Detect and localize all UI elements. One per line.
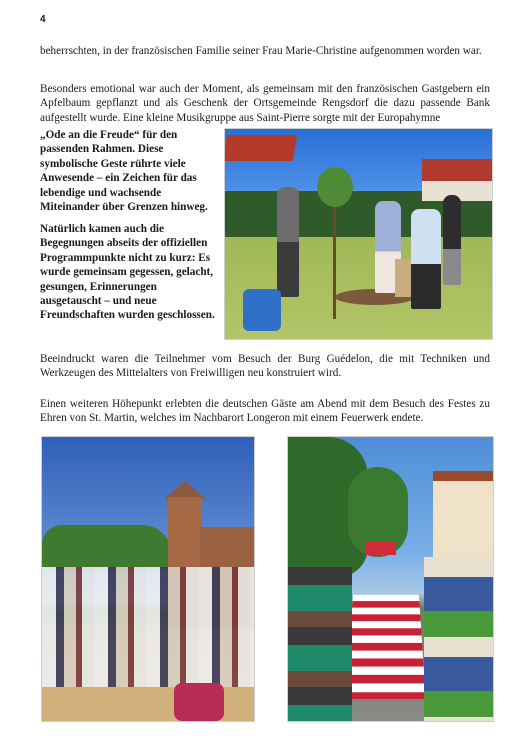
photo-tree-planting xyxy=(224,128,493,340)
photo-long-table xyxy=(287,436,494,722)
paragraph-symbolic-gesture: „Ode an die Freude“ für den passenden Rahmen. Diese symbolische Geste rührte viele Anwesende – ein Zeichen für das lebendige und wachsende Miteinander über Grenzen hinweg. xyxy=(40,129,208,214)
page-number: 4 xyxy=(40,14,46,25)
paragraph-family: beherrschten, in der französischen Familie seiner Frau Marie-Christine aufgenommen worden war. xyxy=(40,45,482,57)
paragraph-st-martin: Einen weiteren Höhepunkt erlebten die deutschen Gäste am Abend mit dem Besuch des Festes zu Ehren von St. Martin, welches im Nachbarort Longeron mit einem Feuerwerk endete. xyxy=(40,398,490,425)
photo-castle-visit xyxy=(41,436,255,722)
paragraph-apple-tree: Besonders emotional war auch der Moment, als gemeinsam mit den französischen Gastgebern ein Apfelbaum gepflanzt und als Geschenk der Ortsgemeinde Rengsdorf die dazu passende Bank aufgestellt wurde. Eine kleine Musikgruppe aus Saint-Pierre sorgte mit der Europahymne xyxy=(40,83,490,124)
paragraph-encounters: Natürlich kamen auch die Begegnungen abseits der offiziellen Programmpunkte nicht zu kurz: Es wurde gemeinsam gegessen, gelacht, gesungen, Erinnerungen ausgetauscht – und neue Freundschaften wurden geschlossen. xyxy=(40,223,215,322)
paragraph-guedelon: Beeindruckt waren die Teilnehmer vom Besuch der Burg Guédelon, die mit Techniken und Werkzeugen des Mittelalters von Freiwilligen neu konstruiert wird. xyxy=(40,353,490,380)
